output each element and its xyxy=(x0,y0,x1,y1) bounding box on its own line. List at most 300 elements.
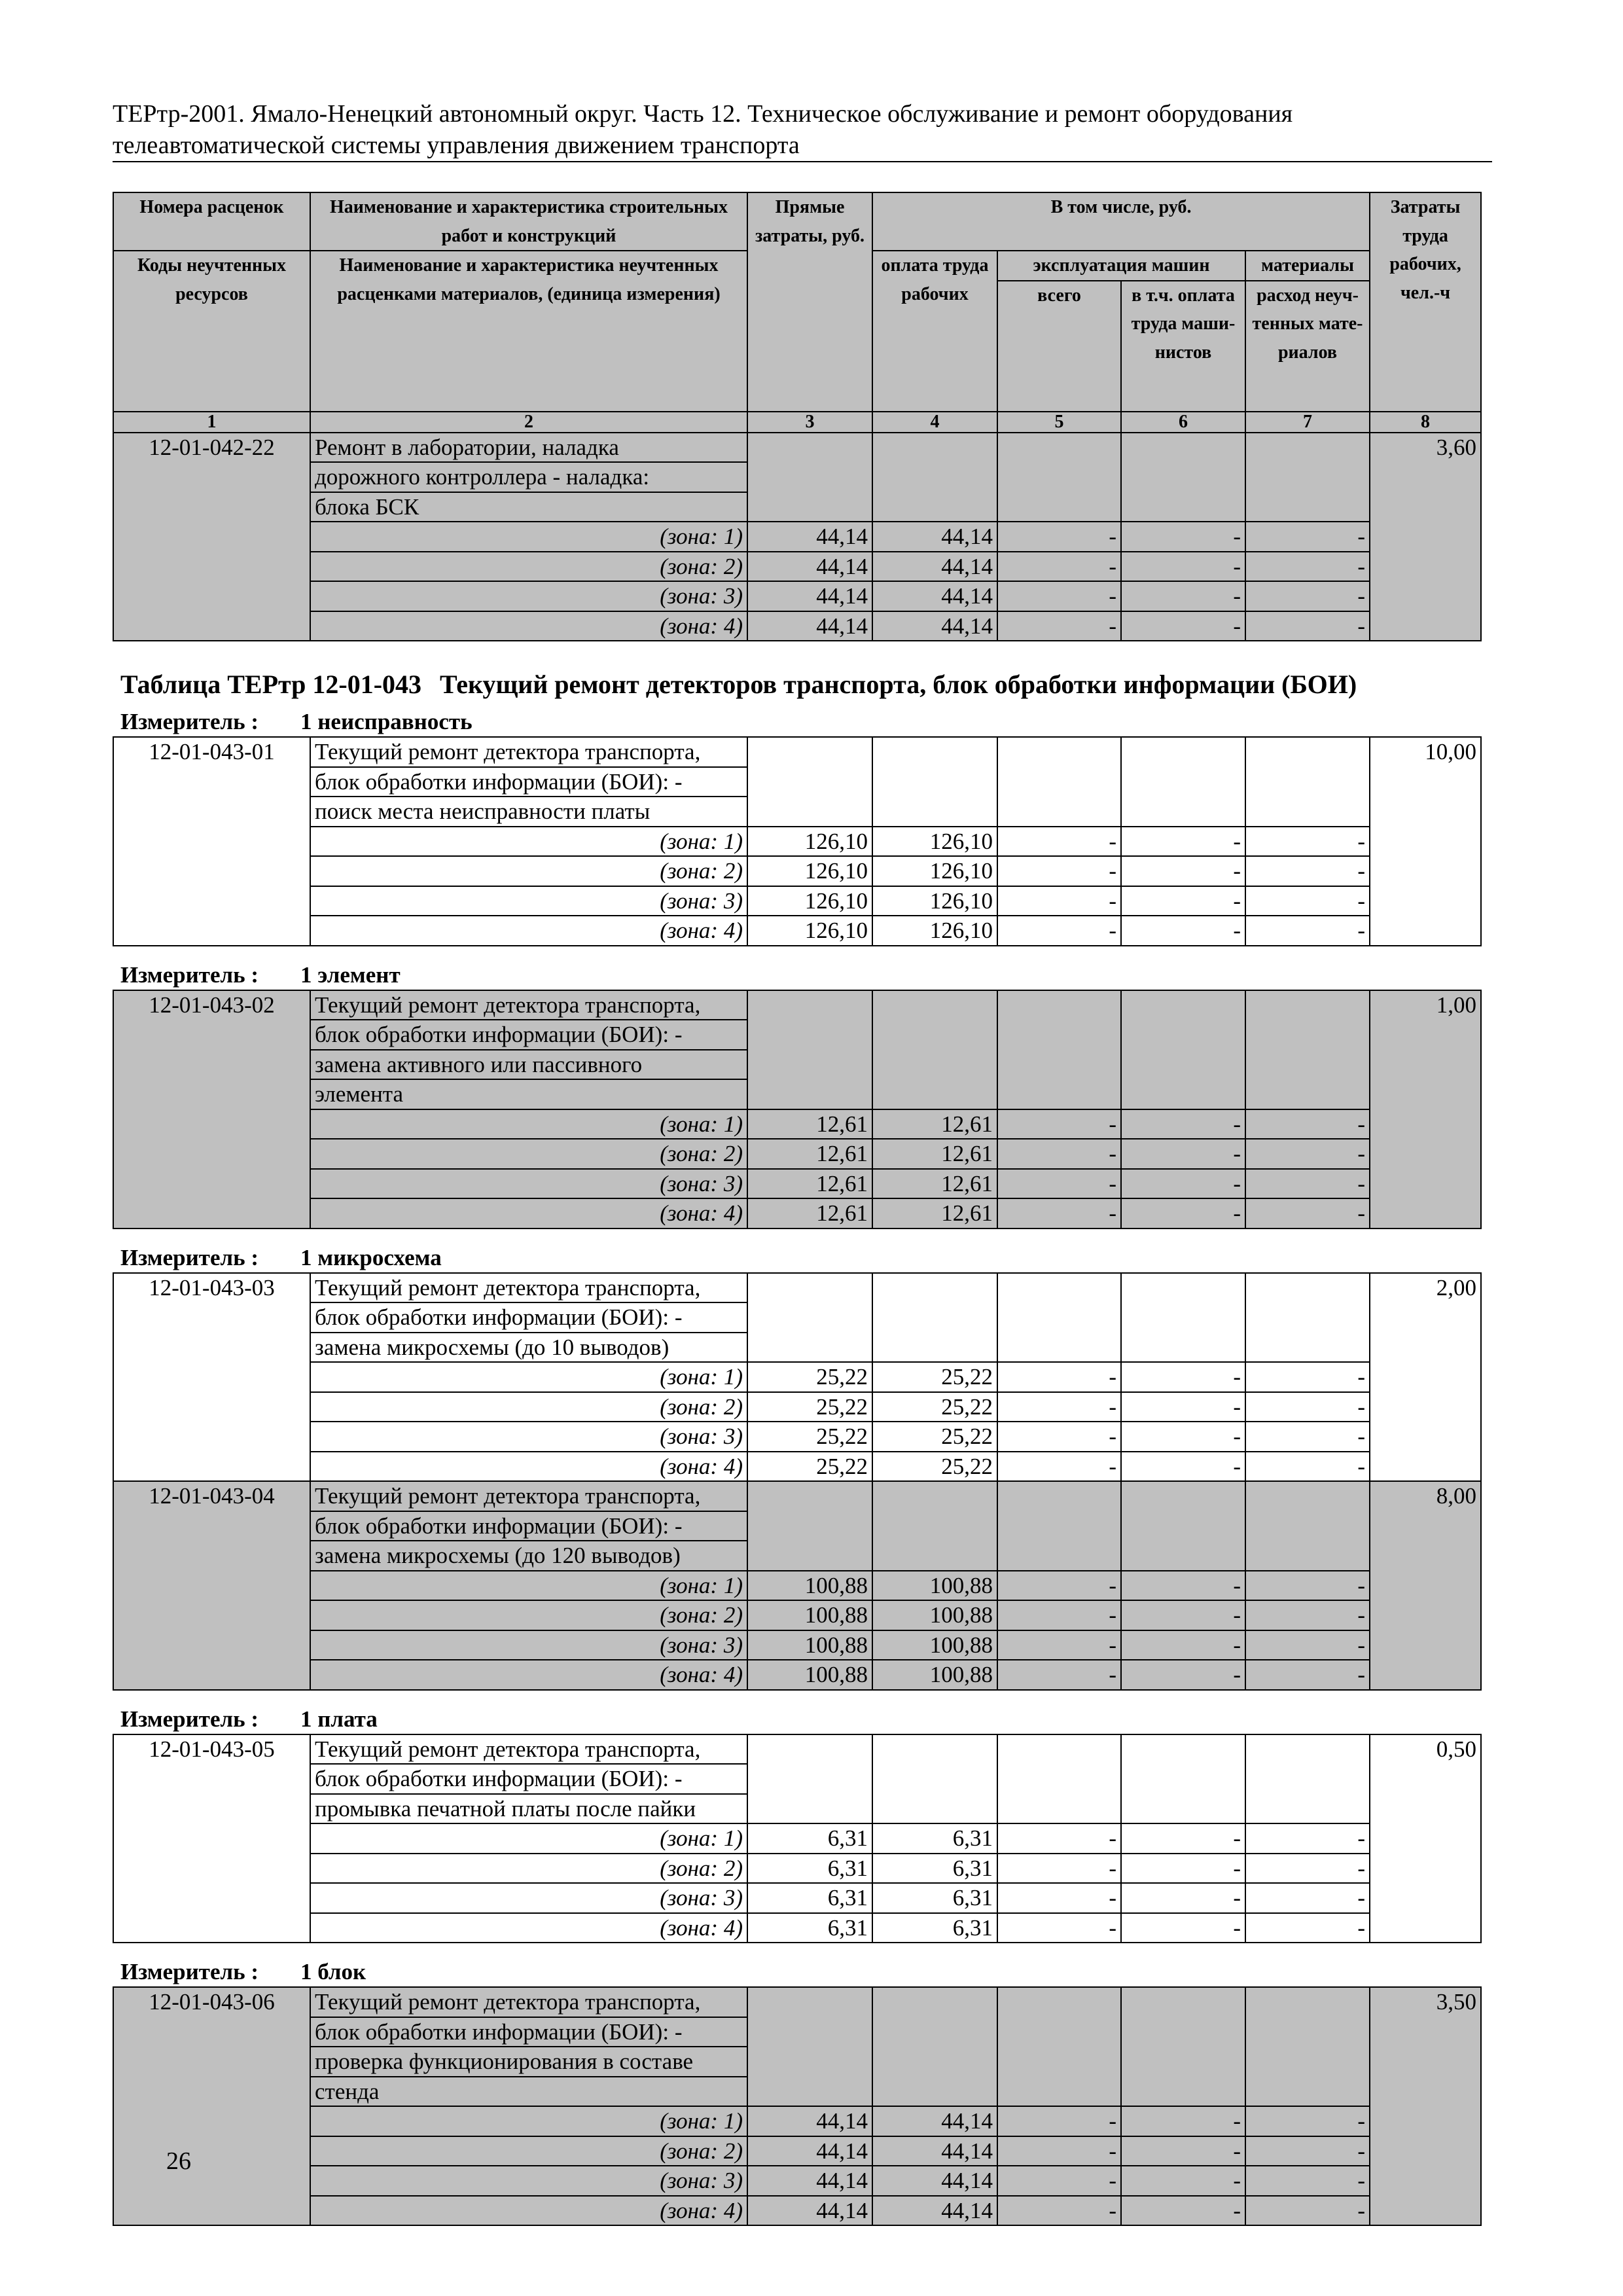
machinist-wage: - xyxy=(1121,1630,1245,1660)
worker-wage: 12,61 xyxy=(872,1109,997,1139)
meter-line xyxy=(120,708,1480,736)
meter-label: Измеритель : xyxy=(120,1706,259,1732)
zone-label: (зона: 3) xyxy=(310,1883,747,1913)
item-description-row xyxy=(113,1273,1481,1303)
rate-code: 12-01-043-04 xyxy=(113,1481,310,1690)
document-body xyxy=(113,192,1480,2226)
machines-total: - xyxy=(997,1109,1121,1139)
meter-label: Измеритель : xyxy=(120,1959,259,1984)
item-description-line: блок обработки информации (БОИ): - xyxy=(310,1302,747,1333)
item-description-row xyxy=(113,433,1481,463)
item-description-line: Текущий ремонт детектора транспорта, xyxy=(310,1273,747,1303)
zone-row xyxy=(113,1362,1481,1392)
zone-label: (зона: 1) xyxy=(310,1362,747,1392)
zone-row xyxy=(113,1600,1481,1630)
item-description-line: Текущий ремонт детектора транспорта, xyxy=(310,990,747,1020)
machinist-wage: - xyxy=(1121,2136,1245,2166)
item-description-line: Текущий ремонт детектора транспорта, xyxy=(310,1481,747,1511)
rate-table xyxy=(113,1986,1482,2226)
direct-cost: 126,10 xyxy=(747,916,872,946)
worker-wage: 126,10 xyxy=(872,827,997,857)
blank-cell xyxy=(997,990,1121,1109)
labor-hours: 10,00 xyxy=(1370,737,1481,946)
blank-cell xyxy=(872,1273,997,1363)
worker-wage: 12,61 xyxy=(872,1198,997,1229)
machinist-wage: - xyxy=(1121,2106,1245,2136)
machines-total: - xyxy=(997,1854,1121,1884)
machinist-wage: - xyxy=(1121,827,1245,857)
item-description-row xyxy=(113,990,1481,1020)
zone-row xyxy=(113,611,1481,641)
zone-row xyxy=(113,1109,1481,1139)
item-description-line: замена активного или пассивного xyxy=(310,1050,747,1080)
machines-total: - xyxy=(997,1422,1121,1452)
machines-total: - xyxy=(997,1139,1121,1169)
worker-wage: 12,61 xyxy=(872,1169,997,1199)
zone-row xyxy=(113,1660,1481,1690)
column-number: 3 xyxy=(747,412,872,433)
rate-code: 12-01-043-06 xyxy=(113,1987,310,2225)
item-description-line: блок обработки информации (БОИ): - xyxy=(310,1020,747,1050)
machines-total: - xyxy=(997,856,1121,886)
materials-consumption: - xyxy=(1245,886,1370,916)
materials-consumption: - xyxy=(1245,2136,1370,2166)
table-title-name: Текущий ремонт детекторов транспорта, блок обработки информации (БОИ) xyxy=(440,670,1357,699)
worker-wage: 6,31 xyxy=(872,1913,997,1943)
direct-cost: 12,61 xyxy=(747,1109,872,1139)
rate-code: 12-01-043-01 xyxy=(113,737,310,946)
rate-table xyxy=(113,1734,1482,1944)
zone-row xyxy=(113,856,1481,886)
direct-cost: 126,10 xyxy=(747,886,872,916)
materials-consumption: - xyxy=(1245,856,1370,886)
direct-cost: 126,10 xyxy=(747,856,872,886)
rate-item xyxy=(113,1273,1481,1482)
blank-cell xyxy=(747,990,872,1109)
zone-label: (зона: 4) xyxy=(310,916,747,946)
rate-code: 12-01-043-03 xyxy=(113,1273,310,1482)
item-description-line: поиск места неисправности платы xyxy=(310,797,747,827)
rate-item xyxy=(113,990,1481,1229)
rate-code: 12-01-043-02 xyxy=(113,990,310,1229)
machines-total: - xyxy=(997,1883,1121,1913)
zone-label: (зона: 4) xyxy=(310,1198,747,1229)
blank-cell xyxy=(872,1481,997,1571)
direct-cost: 100,88 xyxy=(747,1600,872,1630)
machinist-wage: - xyxy=(1121,1139,1245,1169)
blank-cell xyxy=(872,433,997,522)
machines-total: - xyxy=(997,1913,1121,1943)
direct-cost: 44,14 xyxy=(747,522,872,552)
machines-total: - xyxy=(997,1198,1121,1229)
direct-cost: 44,14 xyxy=(747,2136,872,2166)
machines-total: - xyxy=(997,2196,1121,2226)
item-description-line: промывка печатной платы после пайки xyxy=(310,1794,747,1824)
machinist-wage: - xyxy=(1121,1854,1245,1884)
meter-unit: 1 блок xyxy=(300,1959,366,1984)
direct-cost: 25,22 xyxy=(747,1392,872,1422)
materials-consumption: - xyxy=(1245,1139,1370,1169)
zone-label: (зона: 1) xyxy=(310,1109,747,1139)
machines-total: - xyxy=(997,916,1121,946)
machinist-wage: - xyxy=(1121,611,1245,641)
zone-row xyxy=(113,1883,1481,1913)
machines-total: - xyxy=(997,2106,1121,2136)
materials-consumption: - xyxy=(1245,1169,1370,1199)
machines-total: - xyxy=(997,2136,1121,2166)
blank-cell xyxy=(1121,990,1245,1109)
materials-consumption: - xyxy=(1245,1823,1370,1854)
blank-cell xyxy=(1245,433,1370,522)
zone-label: (зона: 4) xyxy=(310,611,747,641)
materials-consumption: - xyxy=(1245,1854,1370,1884)
blank-cell xyxy=(997,737,1121,827)
worker-wage: 100,88 xyxy=(872,1660,997,1690)
machines-total: - xyxy=(997,2166,1121,2196)
blank-cell xyxy=(997,1987,1121,2106)
materials-consumption: - xyxy=(1245,1660,1370,1690)
machines-total: - xyxy=(997,522,1121,552)
page-number: 26 xyxy=(166,2147,191,2175)
worker-wage: 100,88 xyxy=(872,1630,997,1660)
direct-cost: 126,10 xyxy=(747,827,872,857)
blank-cell xyxy=(747,433,872,522)
item-description-row xyxy=(113,1987,1481,2017)
machines-total: - xyxy=(997,552,1121,582)
worker-wage: 100,88 xyxy=(872,1600,997,1630)
zone-row xyxy=(113,1198,1481,1229)
machinist-wage: - xyxy=(1121,1823,1245,1854)
zone-row xyxy=(113,1913,1481,1943)
zone-row xyxy=(113,522,1481,552)
zone-label: (зона: 2) xyxy=(310,856,747,886)
column-number: 8 xyxy=(1370,412,1481,433)
direct-cost: 12,61 xyxy=(747,1198,872,1229)
blank-cell xyxy=(997,1481,1121,1571)
col4-header: оплата труда рабочих xyxy=(872,251,997,412)
zone-row xyxy=(113,1169,1481,1199)
direct-cost: 100,88 xyxy=(747,1660,872,1690)
materials-consumption: - xyxy=(1245,1422,1370,1452)
worker-wage: 44,14 xyxy=(872,611,997,641)
zone-label: (зона: 1) xyxy=(310,1571,747,1601)
machinist-wage: - xyxy=(1121,1422,1245,1452)
col8-header: Затраты труда рабочих, чел.-ч xyxy=(1370,192,1481,412)
machines-total: - xyxy=(997,611,1121,641)
table-title-id: Таблица ТЕРтр 12-01-043 xyxy=(120,670,422,699)
blank-cell xyxy=(1121,1734,1245,1824)
column-number-row xyxy=(113,412,1481,433)
direct-cost: 25,22 xyxy=(747,1452,872,1482)
blank-cell xyxy=(1121,737,1245,827)
zone-label: (зона: 2) xyxy=(310,2136,747,2166)
item-description-line: замена микросхемы (до 120 выводов) xyxy=(310,1541,747,1571)
blank-cell xyxy=(747,1987,872,2106)
zone-row xyxy=(113,1392,1481,1422)
col6-header: в т.ч. оплата труда маши-нистов xyxy=(1121,281,1245,412)
worker-wage: 25,22 xyxy=(872,1392,997,1422)
machines-total: - xyxy=(997,1452,1121,1482)
item-description-line: стенда xyxy=(310,2077,747,2107)
zone-row xyxy=(113,581,1481,611)
blank-cell xyxy=(1121,433,1245,522)
direct-cost: 12,61 xyxy=(747,1169,872,1199)
zone-label: (зона: 1) xyxy=(310,2106,747,2136)
header-rule xyxy=(113,161,1492,162)
materials-consumption: - xyxy=(1245,1630,1370,1660)
blank-cell xyxy=(747,1481,872,1571)
rate-item xyxy=(113,737,1481,946)
zone-row xyxy=(113,552,1481,582)
worker-wage: 44,14 xyxy=(872,2166,997,2196)
machines-total: - xyxy=(997,1600,1121,1630)
rate-table xyxy=(113,990,1482,1229)
col1-top-header: Номера расценок xyxy=(113,192,310,251)
machinist-wage: - xyxy=(1121,1109,1245,1139)
blank-cell xyxy=(747,1273,872,1363)
machinist-wage: - xyxy=(1121,1883,1245,1913)
worker-wage: 44,14 xyxy=(872,2196,997,2226)
column-number: 7 xyxy=(1245,412,1370,433)
worker-wage: 126,10 xyxy=(872,916,997,946)
direct-cost: 6,31 xyxy=(747,1883,872,1913)
col7-header: расход неуч-тенных мате-риалов xyxy=(1245,281,1370,412)
item-description-line: замена микросхемы (до 10 выводов) xyxy=(310,1333,747,1363)
blank-cell xyxy=(1245,990,1370,1109)
materials-consumption: - xyxy=(1245,2106,1370,2136)
zone-label: (зона: 1) xyxy=(310,522,747,552)
worker-wage: 100,88 xyxy=(872,1571,997,1601)
rate-item xyxy=(113,1987,1481,2225)
direct-cost: 44,14 xyxy=(747,2196,872,2226)
blank-cell xyxy=(997,433,1121,522)
rate-code: 12-01-043-05 xyxy=(113,1734,310,1943)
zone-label: (зона: 3) xyxy=(310,1630,747,1660)
zone-label: (зона: 2) xyxy=(310,1139,747,1169)
zone-label: (зона: 4) xyxy=(310,1913,747,1943)
zone-row xyxy=(113,886,1481,916)
direct-cost: 12,61 xyxy=(747,1139,872,1169)
worker-wage: 12,61 xyxy=(872,1139,997,1169)
column-header xyxy=(113,192,1481,433)
meter-line xyxy=(120,961,1480,990)
machinist-wage: - xyxy=(1121,1600,1245,1630)
worker-wage: 44,14 xyxy=(872,581,997,611)
zone-row xyxy=(113,1823,1481,1854)
machines-total: - xyxy=(997,886,1121,916)
machines-total: - xyxy=(997,827,1121,857)
zone-label: (зона: 2) xyxy=(310,1600,747,1630)
labor-hours: 2,00 xyxy=(1370,1273,1481,1482)
col5-header: всего xyxy=(997,281,1121,412)
machinist-wage: - xyxy=(1121,856,1245,886)
zone-label: (зона: 3) xyxy=(310,581,747,611)
zone-label: (зона: 2) xyxy=(310,552,747,582)
item-description-line: элемента xyxy=(310,1079,747,1109)
zone-label: (зона: 3) xyxy=(310,1422,747,1452)
zone-label: (зона: 2) xyxy=(310,1392,747,1422)
direct-cost: 25,22 xyxy=(747,1422,872,1452)
header-line-2: телеавтоматической системы управления движением транспорта xyxy=(113,132,800,159)
zone-label: (зона: 1) xyxy=(310,827,747,857)
direct-cost: 44,14 xyxy=(747,581,872,611)
machinist-wage: - xyxy=(1121,1392,1245,1422)
blank-cell xyxy=(1121,1987,1245,2106)
zone-label: (зона: 3) xyxy=(310,2166,747,2196)
meter-line xyxy=(120,1705,1480,1734)
rate-item xyxy=(113,1481,1481,1690)
item-description-line: Ремонт в лаборатории, наладка xyxy=(310,433,747,463)
worker-wage: 126,10 xyxy=(872,856,997,886)
first-item xyxy=(113,433,1481,641)
worker-wage: 6,31 xyxy=(872,1854,997,1884)
materials-consumption: - xyxy=(1245,1452,1370,1482)
item-description-line: блок обработки информации (БОИ): - xyxy=(310,1511,747,1541)
worker-wage: 126,10 xyxy=(872,886,997,916)
materials-consumption: - xyxy=(1245,1913,1370,1943)
meter-label: Измеритель : xyxy=(120,1244,259,1270)
rate-table xyxy=(113,736,1482,946)
zone-label: (зона: 3) xyxy=(310,1169,747,1199)
materials-consumption: - xyxy=(1245,1362,1370,1392)
item-description-line: блок обработки информации (БОИ): - xyxy=(310,2017,747,2047)
item-description-row xyxy=(113,1734,1481,1765)
direct-cost: 44,14 xyxy=(747,2166,872,2196)
zone-row xyxy=(113,827,1481,857)
machinist-wage: - xyxy=(1121,1913,1245,1943)
item-description-line: блока БСК xyxy=(310,492,747,522)
blank-cell xyxy=(1245,1987,1370,2106)
blank-cell xyxy=(1245,737,1370,827)
rate-table xyxy=(113,1272,1482,1691)
direct-cost: 6,31 xyxy=(747,1823,872,1854)
machinist-wage: - xyxy=(1121,886,1245,916)
worker-wage: 44,14 xyxy=(872,552,997,582)
item-description-row xyxy=(113,737,1481,767)
direct-cost: 25,22 xyxy=(747,1362,872,1392)
item-description-line: проверка функционирования в составе xyxy=(310,2047,747,2077)
machines-total: - xyxy=(997,1630,1121,1660)
worker-wage: 6,31 xyxy=(872,1883,997,1913)
worker-wage: 25,22 xyxy=(872,1362,997,1392)
worker-wage: 25,22 xyxy=(872,1452,997,1482)
running-header xyxy=(113,98,1492,161)
item-description-row xyxy=(113,1481,1481,1511)
item-description-line: Текущий ремонт детектора транспорта, xyxy=(310,1987,747,2017)
machinist-wage: - xyxy=(1121,522,1245,552)
zone-row xyxy=(113,1630,1481,1660)
blank-cell xyxy=(872,1734,997,1824)
materials-consumption: - xyxy=(1245,581,1370,611)
materials-consumption: - xyxy=(1245,1109,1370,1139)
meter-unit: 1 неисправность xyxy=(300,709,473,734)
col2-bottom-header: Наименование и характеристика неучтенных расценками материалов, (единица измерения) xyxy=(310,251,747,412)
rate-code: 12-01-042-22 xyxy=(113,433,310,641)
table-title xyxy=(120,669,1480,700)
blank-cell xyxy=(997,1273,1121,1363)
direct-cost: 6,31 xyxy=(747,1854,872,1884)
materials-consumption: - xyxy=(1245,916,1370,946)
meter-unit: 1 плата xyxy=(300,1706,378,1732)
materials-consumption: - xyxy=(1245,1392,1370,1422)
col3-header: Прямые затраты, руб. xyxy=(747,192,872,412)
item-description-line: дорожного контроллера - наладка: xyxy=(310,462,747,492)
direct-cost: 44,14 xyxy=(747,2106,872,2136)
rate-groups xyxy=(113,708,1480,2226)
zone-label: (зона: 4) xyxy=(310,1660,747,1690)
machinist-wage: - xyxy=(1121,1169,1245,1199)
zone-row xyxy=(113,2196,1481,2226)
machinist-wage: - xyxy=(1121,1362,1245,1392)
machines-header: эксплуатация машин xyxy=(997,251,1245,281)
materials-header: материалы xyxy=(1245,251,1370,281)
meter-line xyxy=(120,1958,1480,1986)
machinist-wage: - xyxy=(1121,1198,1245,1229)
zone-row xyxy=(113,1452,1481,1482)
zone-label: (зона: 4) xyxy=(310,1452,747,1482)
machines-total: - xyxy=(997,1571,1121,1601)
labor-hours: 8,00 xyxy=(1370,1481,1481,1690)
column-number: 4 xyxy=(872,412,997,433)
machinist-wage: - xyxy=(1121,1452,1245,1482)
zone-row xyxy=(113,916,1481,946)
direct-cost: 44,14 xyxy=(747,611,872,641)
column-number: 1 xyxy=(113,412,310,433)
machinist-wage: - xyxy=(1121,2196,1245,2226)
direct-cost: 6,31 xyxy=(747,1913,872,1943)
machines-total: - xyxy=(997,581,1121,611)
zone-row xyxy=(113,1854,1481,1884)
worker-wage: 44,14 xyxy=(872,2136,997,2166)
labor-hours: 1,00 xyxy=(1370,990,1481,1229)
direct-cost: 44,14 xyxy=(747,552,872,582)
materials-consumption: - xyxy=(1245,611,1370,641)
col1-bottom-header: Коды неучтенных ресурсов xyxy=(113,251,310,412)
column-number: 6 xyxy=(1121,412,1245,433)
zone-row xyxy=(113,1571,1481,1601)
item-description-line: Текущий ремонт детектора транспорта, xyxy=(310,1734,747,1765)
direct-cost: 100,88 xyxy=(747,1571,872,1601)
blank-cell xyxy=(1245,1273,1370,1363)
item-description-line: блок обработки информации (БОИ): - xyxy=(310,767,747,797)
meter-unit: 1 элемент xyxy=(300,961,401,988)
machines-total: - xyxy=(997,1823,1121,1854)
blank-cell xyxy=(1121,1273,1245,1363)
machinist-wage: - xyxy=(1121,581,1245,611)
blank-cell xyxy=(747,737,872,827)
machines-total: - xyxy=(997,1660,1121,1690)
labor-hours: 0,50 xyxy=(1370,1734,1481,1943)
zone-label: (зона: 4) xyxy=(310,2196,747,2226)
blank-cell xyxy=(872,737,997,827)
machinist-wage: - xyxy=(1121,552,1245,582)
zone-row xyxy=(113,1422,1481,1452)
zone-label: (зона: 2) xyxy=(310,1854,747,1884)
direct-cost: 100,88 xyxy=(747,1630,872,1660)
zone-label: (зона: 3) xyxy=(310,886,747,916)
materials-consumption: - xyxy=(1245,1571,1370,1601)
worker-wage: 44,14 xyxy=(872,2106,997,2136)
blank-cell xyxy=(997,1734,1121,1824)
labor-hours: 3,60 xyxy=(1370,433,1481,641)
zone-row xyxy=(113,2136,1481,2166)
meter-line xyxy=(120,1244,1480,1272)
column-number: 2 xyxy=(310,412,747,433)
machinist-wage: - xyxy=(1121,1660,1245,1690)
price-table-header xyxy=(113,192,1482,641)
materials-consumption: - xyxy=(1245,827,1370,857)
zone-row xyxy=(113,2166,1481,2196)
